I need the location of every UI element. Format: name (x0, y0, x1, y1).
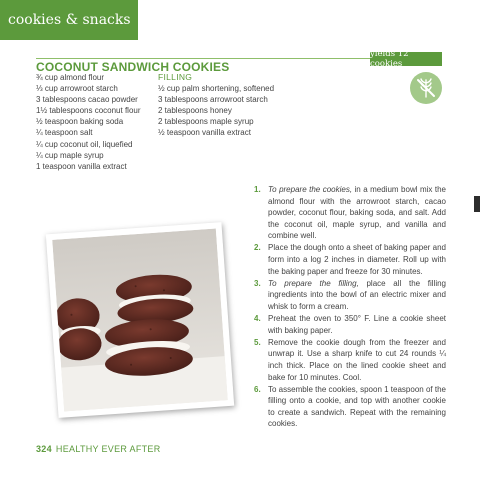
ingredient-item: ¼ cup maple syrup (36, 150, 104, 160)
step-item (254, 313, 446, 336)
step-item (254, 242, 446, 277)
step-number: 6. (254, 384, 261, 394)
step-text: To assemble the cookies, spoon 1 teaspoon of the filling onto a cookie, and top with another cookie to create a sandwich. Repeat with the remaining cookies. (268, 384, 446, 429)
step-item (254, 337, 446, 383)
ingredient-item: 3 tablespoons arrowroot starch (158, 95, 268, 105)
recipe-title: COCONUT SANDWICH COOKIES (36, 60, 230, 74)
ingredient-item: ½ teaspoon vanilla extract (158, 128, 251, 138)
step-number: 5. (254, 337, 261, 347)
ingredients-filling (158, 72, 308, 139)
step-text: Preheat the oven to 350° F. Line a cookie sheet with baking paper. (268, 314, 446, 335)
ingredient-item: 3 tablespoons cacao powder (36, 95, 138, 105)
ingredient-item: 1½ tablespoons coconut flour (36, 106, 141, 116)
step-lead: To prepare the filling, (268, 278, 359, 288)
step-number: 3. (254, 278, 261, 288)
step-number: 1. (254, 185, 261, 194)
ingredient-item: ⅓ cup arrowroot starch (36, 84, 118, 94)
ingredient-item: ¼ teaspoon salt (36, 128, 93, 138)
ingredient-item: ¼ cup coconut oil, liquefied (36, 139, 133, 149)
ingredient-item: ½ cup palm shortening, softened (158, 84, 275, 94)
ingredient-item: 1 teaspoon vanilla extract (36, 161, 127, 171)
step-text: in a medium bowl mix the almond flour with the arrowroot starch, cacao powder, coconut flour, baking soda, and salt. Add the coconut oil, maple syrup, and vanilla and combine well. (268, 185, 446, 241)
step-lead: To prepare the cookies, (268, 185, 353, 194)
step-item (254, 384, 446, 430)
page-footer (36, 444, 161, 454)
step-item (254, 184, 446, 242)
yield-badge (370, 49, 442, 69)
book-title: HEALTHY EVER AFTER (55, 444, 161, 454)
section-header-tab (0, 0, 138, 40)
step-number: 4. (254, 314, 261, 324)
method-steps (254, 184, 446, 430)
step-number: 2. (254, 243, 261, 253)
page-edge-tab (474, 196, 480, 212)
ingredient-item: 2 tablespoons honey (158, 106, 232, 116)
filling-heading: FILLING (158, 72, 193, 82)
page-number: 324 (36, 444, 52, 454)
step-text: Place the dough onto a sheet of baking paper and form into a log 2 inches in diameter. Roll up with the baking paper and freeze for 30 minutes. (268, 243, 446, 276)
wheat-crossed-icon (410, 72, 442, 104)
ingredients-cookies (36, 72, 156, 172)
cookie-photo-image (52, 228, 228, 411)
ingredient-item: ½ teaspoon baking soda (36, 117, 124, 127)
yield-text: yields 12 cookies (370, 49, 409, 69)
step-text: Remove the cookie dough from the freezer and unwrap it. Use a sharp knife to cut 24 rounds ¼ inch thick. Place on the lined cookie sheet and bake for 10 minutes. Cool. (268, 337, 446, 382)
section-title: cookies & snacks (8, 12, 131, 28)
cookie-photo (46, 222, 234, 418)
step-text: place all the filling ingredients into the bowl of an electric mixer and whisk to form a cream. (268, 278, 446, 311)
ingredient-item: ¾ cup almond flour (36, 73, 105, 82)
step-item (254, 278, 446, 313)
ingredient-item: 2 tablespoons maple syrup (158, 117, 254, 127)
